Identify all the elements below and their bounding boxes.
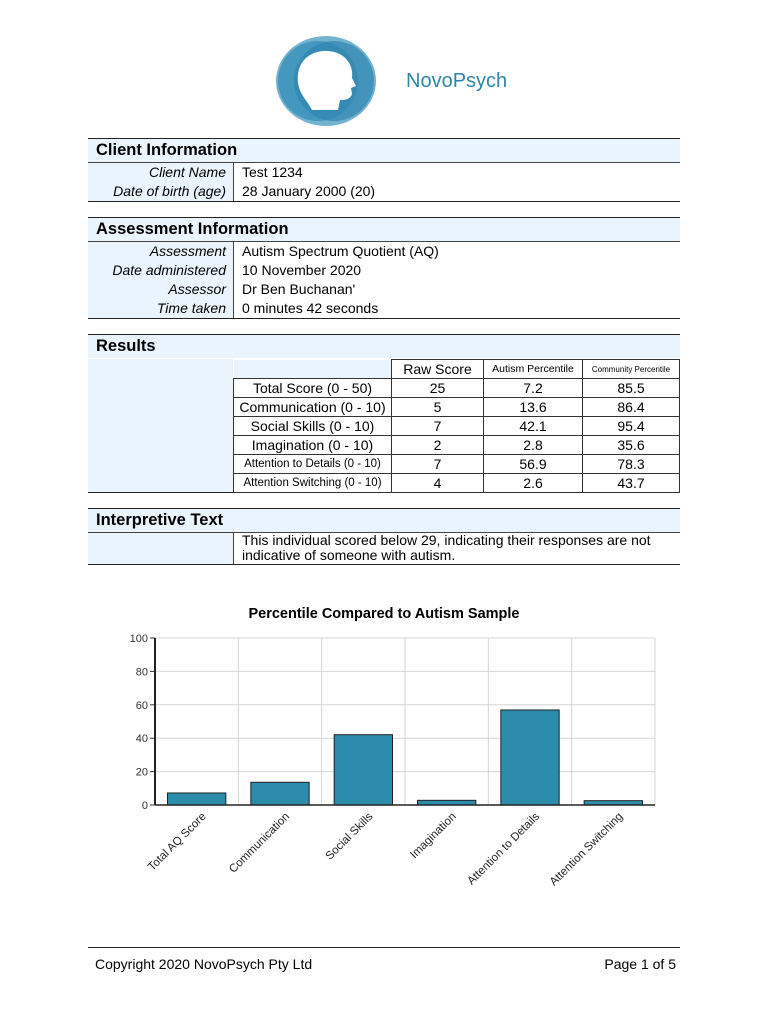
results-table [233, 359, 680, 493]
x-tick-label: Attention to Details [465, 810, 543, 888]
assessor-label: Assessor [88, 280, 234, 299]
assessment-label: Assessment [88, 242, 234, 261]
interpretive-text-heading: Interpretive Text [88, 509, 680, 533]
time-taken-row [88, 299, 680, 318]
date-administered-row [88, 261, 680, 280]
autism-percentile-cell: 2.8 [484, 436, 583, 455]
brand-name: NovoPsych [406, 70, 508, 92]
date-of-birth-label: Date of birth (age) [88, 182, 234, 201]
assessment-information-section [88, 217, 680, 319]
footer-copyright: Copyright 2020 NovoPsych Pty Ltd [95, 956, 313, 972]
y-tick-label: 60 [135, 699, 148, 712]
percentile-bar-chart [0, 620, 768, 900]
bar-total-aq-score [168, 793, 226, 805]
y-tick-label: 40 [135, 733, 148, 746]
client-information-heading: Client Information [88, 139, 680, 163]
table-row [234, 398, 680, 417]
autism-percentile-header: Autism Percentile [484, 360, 583, 379]
assessment-row [88, 242, 680, 261]
client-name-row [88, 163, 680, 182]
bar-social-skills [334, 735, 392, 805]
chart-title: Percentile Compared to Autism Sample [248, 606, 520, 622]
row-label: Social Skills (0 - 10) [234, 417, 392, 436]
row-label: Communication (0 - 10) [234, 398, 392, 417]
y-tick-label: 0 [141, 800, 148, 812]
row-label: Attention to Details (0 - 10) [234, 455, 392, 474]
assessor-row [88, 280, 680, 299]
x-tick-label: Communication [227, 810, 293, 876]
assessment-information-heading: Assessment Information [88, 218, 680, 242]
raw-score-cell: 7 [392, 455, 484, 474]
assessor-value: Dr Ben Buchanan' [242, 281, 356, 297]
table-row [234, 455, 680, 474]
results-body [88, 359, 680, 492]
x-tick-label: Total AQ Score [146, 810, 209, 874]
x-tick-label: Social Skills [323, 810, 376, 863]
table-row [234, 379, 680, 398]
date-of-birth-row [88, 182, 680, 201]
community-percentile-cell: 95.4 [583, 417, 680, 436]
client-name-value: Test 1234 [242, 164, 303, 180]
results-heading: Results [88, 335, 680, 358]
y-tick-label: 80 [135, 666, 148, 679]
row-label: Total Score (0 - 50) [234, 379, 392, 398]
assessment-value: Autism Spectrum Quotient (AQ) [242, 243, 439, 259]
community-percentile-cell: 86.4 [583, 398, 680, 417]
interpretive-text: This individual scored below 29, indicating their responses are not indicative of someone with autism. [242, 532, 651, 563]
x-tick-label: Attention Switching [547, 810, 626, 889]
bar-communication [251, 782, 309, 805]
table-row [234, 436, 680, 455]
autism-percentile-cell: 7.2 [484, 379, 583, 398]
client-name-label: Client Name [88, 163, 234, 182]
table-row [234, 417, 680, 436]
footer-page-number: Page 1 of 5 [604, 956, 676, 972]
table-row [234, 474, 680, 493]
y-tick-label: 20 [135, 766, 148, 779]
row-label: Attention Switching (0 - 10) [234, 474, 392, 493]
results-section [88, 334, 680, 493]
y-tick-label: 100 [129, 633, 148, 645]
community-percentile-cell: 43.7 [583, 474, 680, 493]
x-tick-label: Imagination [408, 810, 459, 862]
interpretive-row [88, 533, 680, 564]
interpretive-text-section [88, 508, 680, 565]
raw-score-cell: 25 [392, 379, 484, 398]
community-percentile-cell: 85.5 [583, 379, 680, 398]
row-label: Imagination (0 - 10) [234, 436, 392, 455]
bar-attention-to-details [501, 710, 559, 805]
community-percentile-cell: 35.6 [583, 436, 680, 455]
raw-score-cell: 2 [392, 436, 484, 455]
community-percentile-cell: 78.3 [583, 455, 680, 474]
raw-score-cell: 7 [392, 417, 484, 436]
date-administered-label: Date administered [88, 261, 234, 280]
raw-score-cell: 4 [392, 474, 484, 493]
community-percentile-header: Community Percentile [583, 360, 680, 379]
autism-percentile-cell: 13.6 [484, 398, 583, 417]
autism-percentile-cell: 42.1 [484, 417, 583, 436]
date-administered-value: 10 November 2020 [242, 262, 362, 278]
raw-score-header: Raw Score [392, 360, 484, 379]
interpretive-label-cell [88, 533, 234, 564]
autism-percentile-cell: 56.9 [484, 455, 583, 474]
footer-divider [88, 947, 680, 948]
time-taken-label: Time taken [88, 299, 234, 318]
novopsych-logo [274, 34, 378, 128]
date-of-birth-value: 28 January 2000 (20) [242, 183, 376, 199]
results-header-row [234, 360, 680, 379]
raw-score-cell: 5 [392, 398, 484, 417]
client-information-section [88, 138, 680, 202]
autism-percentile-cell: 2.6 [484, 474, 583, 493]
results-header-blank [234, 360, 392, 379]
time-taken-value: 0 minutes 42 seconds [242, 300, 379, 316]
